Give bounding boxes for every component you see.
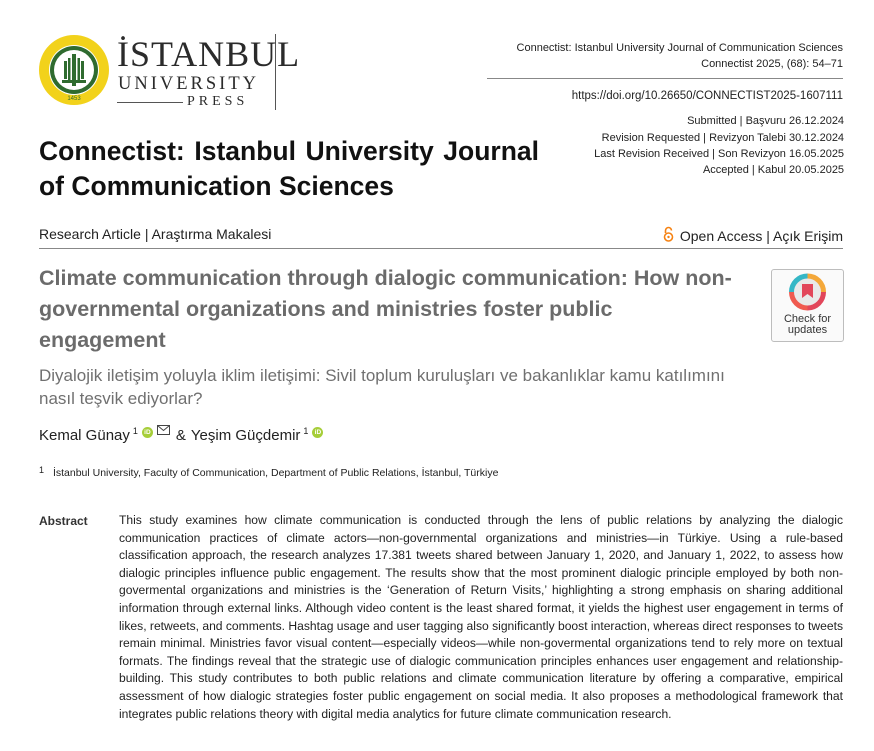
date-row-submitted xyxy=(687,115,843,127)
journal-header-name: Connectist: Istanbul University Journal of Communication Sciences xyxy=(516,42,843,54)
abstract-text: This study examines how climate communication is conducted through the lens of public relations by analyzing the dialogic communication practices of climate actors—non-governmental organizations and ministries—in Türkiye. Using a rule-based classification approach, the research analyzes 17.381 tweets shared between January 1, 2020, and January 1, 2022, to assess how dialogic principles influence public engagement. The results show that the most prominent dialogic principle employed by both non-govermental organizations and ministries is the ‘Generation of Return Visits,’ highlighting a strong emphasis on sharing additional information through external links. Although video content is the least shared format, it yields the highest user engagement in terms of likes, retweets, and comments. Hashtag usage and user tagging also significantly boost interaction, whereas direct responses to tweets remain minimal. Ministries favor visual content—especially videos—while non-govermental organizations tend to rely more on textual formats. The findings reveal that the strategic use of dialogic communication principles enhances user engagement and relationship-building. This study contributes to both public relations and climate communication literature by offering a comparative, empirical assessment of how dialogic strategies foster public engagement on social media. It also proposes a methodological framework that integrates public relations theory with digital media analytics for future climate communication research. xyxy=(119,513,843,721)
affiliation-mark: 1 xyxy=(39,465,45,475)
check-updates-line2: updates xyxy=(787,324,828,336)
university-seal-logo xyxy=(38,34,110,106)
orcid-icon[interactable]: iD xyxy=(142,427,153,438)
email-icon[interactable] xyxy=(157,422,170,432)
journal-title: Connectist: Istanbul University Journal of Communication Sciences xyxy=(39,136,539,201)
check-updates-label xyxy=(772,314,843,336)
open-lock-icon xyxy=(663,226,674,245)
logo-university: UNIVERSITY xyxy=(118,74,259,94)
section-divider xyxy=(39,248,843,249)
abstract-heading: Abstract xyxy=(39,514,88,528)
article-title: Climate communication through dialogic communication: How non-governmental organizations and ministries foster public engagement xyxy=(39,266,732,352)
doi-link[interactable]: https://doi.org/10.26650/CONNECTIST2025-1607111 xyxy=(571,90,843,102)
date-value: 26.12.2024 xyxy=(789,115,845,127)
affiliation-mark: 1 xyxy=(303,426,309,436)
date-row-last-revision xyxy=(594,148,843,160)
logo-press: PRESS xyxy=(187,94,249,109)
crossmark-icon xyxy=(772,270,843,314)
logo-istanbul: İSTANBUL xyxy=(117,34,301,74)
date-label: Revision Requested | Revizyon Talebi xyxy=(601,132,786,144)
orcid-icon[interactable]: iD xyxy=(312,427,323,438)
date-label: Submitted | Başvuru xyxy=(687,115,786,127)
author-name[interactable]: Kemal Günay xyxy=(39,427,130,444)
header-divider xyxy=(487,78,843,79)
date-label: Accepted | Kabul xyxy=(702,164,786,176)
svg-text:1453: 1453 xyxy=(67,96,81,102)
author-separator: & xyxy=(175,427,186,444)
date-row-revision-requested xyxy=(602,132,843,144)
date-value: 30.12.2024 xyxy=(789,132,845,144)
logo-rule xyxy=(117,102,183,103)
affiliation-text: İstanbul University, Faculty of Communication, Department of Public Relations, İstanbul, Türkiye xyxy=(52,467,499,479)
publisher-logo-wordmark xyxy=(117,34,301,110)
article-type: Research Article | Araştırma Makalesi xyxy=(39,226,272,242)
check-updates-line1: Check for xyxy=(783,313,832,325)
author-name[interactable]: Yeşim Güçdemir xyxy=(190,427,301,444)
open-access-label: Open Access | Açık Erişim xyxy=(679,227,843,244)
article-subtitle: Diyalojik iletişim yoluyla iklim iletişimi: Sivil toplum kuruluşları ve bakanlıklar kamu katılımını nasıl teşvik ediyorlar? xyxy=(39,366,725,408)
date-row-accepted xyxy=(703,164,843,176)
date-value: 20.05.2025 xyxy=(789,164,845,176)
check-for-updates-button[interactable] xyxy=(771,269,844,342)
open-access-badge[interactable] xyxy=(663,226,843,245)
journal-issue: Connectist 2025, (68): 54–71 xyxy=(701,58,843,70)
date-label: Last Revision Received | Son Revizyon xyxy=(594,148,786,160)
date-value: 16.05.2025 xyxy=(789,148,845,160)
affiliation xyxy=(39,467,498,479)
affiliation-mark: 1 xyxy=(132,426,138,436)
author-list xyxy=(39,427,323,444)
